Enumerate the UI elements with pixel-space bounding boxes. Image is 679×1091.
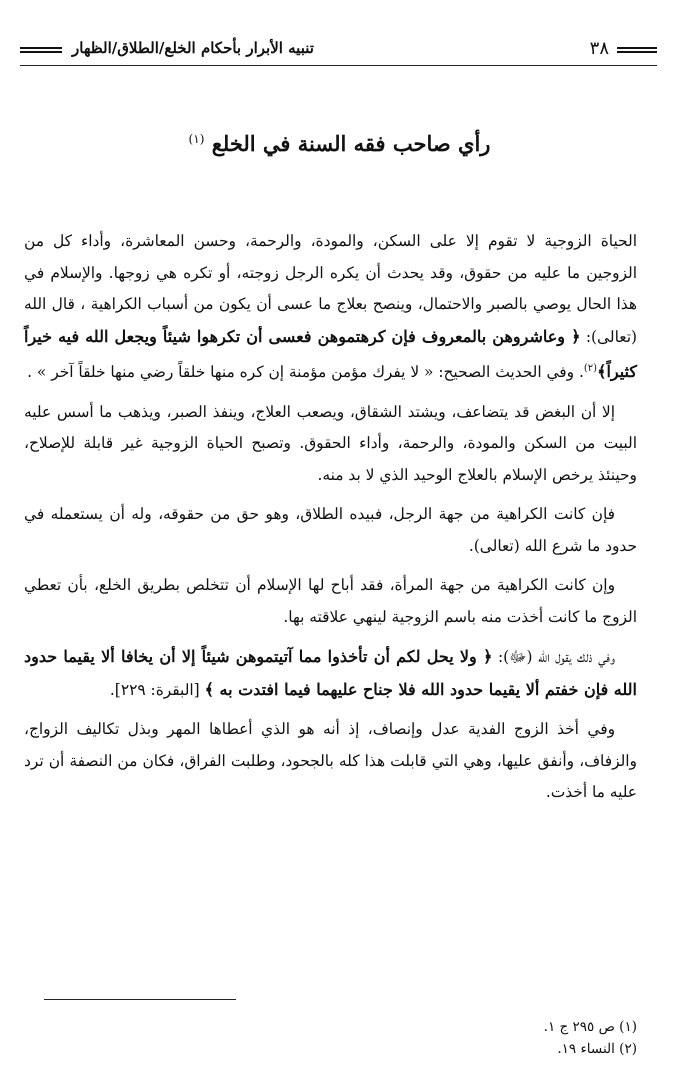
paragraph-1-text-a: الحياة الزوجية لا تقوم إلا على السكن، والمودة، والرحمة، وحسن المعاشرة، وأداء كل من الزوجين ما عليه من حقوق، وقد يحدث أن يكره الرجل زوجته، أو تكره هي زوجها. والإسلام في هذا الحال يوصي بالصبر والاحتمال، وينصح بعلاج ما عسى أن يكون من أسباب الكراهية ، قال الله (تعالى): xyxy=(24,232,637,346)
paragraph-2: إلا أن البغض قد يتضاعف، ويشتد الشقاق، ويصعب العلاج، وينفذ الصبر، ويذهب ما أسس عليه البيت من السكن والمودة، والرحمة، وأداء الحقوق. وتصبح الحياة الزوجية غير قابلة للإصلاح، وحينئذ يرخص الإسلام بالعلاج الوحيد الذي لا بد منه. xyxy=(24,402,637,484)
footnote-1: (١) ص ٢٩٥ ج ١. xyxy=(543,1019,637,1035)
paragraph-5 xyxy=(24,641,637,706)
paragraph-5-text-b: [البقرة: ٢٢٩]. xyxy=(109,680,205,699)
paragraph-1 xyxy=(24,226,637,389)
footnote-ref-2: (٢) xyxy=(583,363,598,374)
footnotes xyxy=(544,1016,637,1060)
paragraph-6: وفي أخذ الزوج الفدية عدل وإنصاف، إذ أنه هو الذي أعطاها المهر وبذل تكاليف الزواج، والزفاف، وأنفق عليها، وهي التي قابلت هذا كله بالجحود، وطلبت الفراق، فكان من النصفة أن ترد عليه ما أخذت. xyxy=(24,720,637,802)
header-ornament-left xyxy=(20,47,62,53)
footnote-separator xyxy=(44,999,236,1000)
paragraph-5-text-a: وفي ذلك يقول الله (ﷻ): xyxy=(492,648,615,667)
header-rule xyxy=(20,65,657,66)
running-title: تنبيه الأبرار بأحكام الخلع/الطلاق/الظهار xyxy=(72,39,314,57)
section-heading-text: رأي صاحب فقه السنة في الخلع xyxy=(211,131,491,156)
section-heading-footnote-ref: (١) xyxy=(188,132,205,146)
paragraph-1-text-b: . وفي الحديث الصحيح: « لا يفرك مؤمن مؤمنة إن كره منها خلقاً رضي منها خلقاً آخر » . xyxy=(27,363,584,382)
footnote-2: (٢) النساء ١٩. xyxy=(557,1041,637,1057)
quran-quote-2: ﴿ ولا يحل لكم أن تأخذوا مما آتيتموهن شيئاً إلا أن يخافا ألا يقيما حدود الله فإن خفتم ألا يقيما حدود الله فلا جناح عليهما فيما افتدت به ﴾ xyxy=(24,647,637,699)
quran-quote-1: ﴿ وعاشروهن بالمعروف فإن كرهتموهن فعسى أن تكرهوا شيئاً ويجعل الله فيه خيراً كثيراً﴾ xyxy=(24,326,637,382)
paragraph-3: فإن كانت الكراهية من جهة الرجل، فبيده الطلاق، وهو حق من حقوقه، وله أن يستعمله في حدود ما شرع الله (تعالى). xyxy=(24,505,637,555)
running-header xyxy=(20,38,657,62)
header-ornament-right xyxy=(617,47,657,53)
paragraph-4: وإن كانت الكراهية من جهة المرأة، فقد أباح لها الإسلام أن تتخلص بطريق الخلع، بأن تعطي الزوج ما كانت أخذت منه باسم الزوجية لينهي علاقته بها. xyxy=(24,576,637,626)
body-text xyxy=(24,226,637,809)
section-heading xyxy=(0,131,679,156)
page-number: ٣٨ xyxy=(589,38,609,59)
